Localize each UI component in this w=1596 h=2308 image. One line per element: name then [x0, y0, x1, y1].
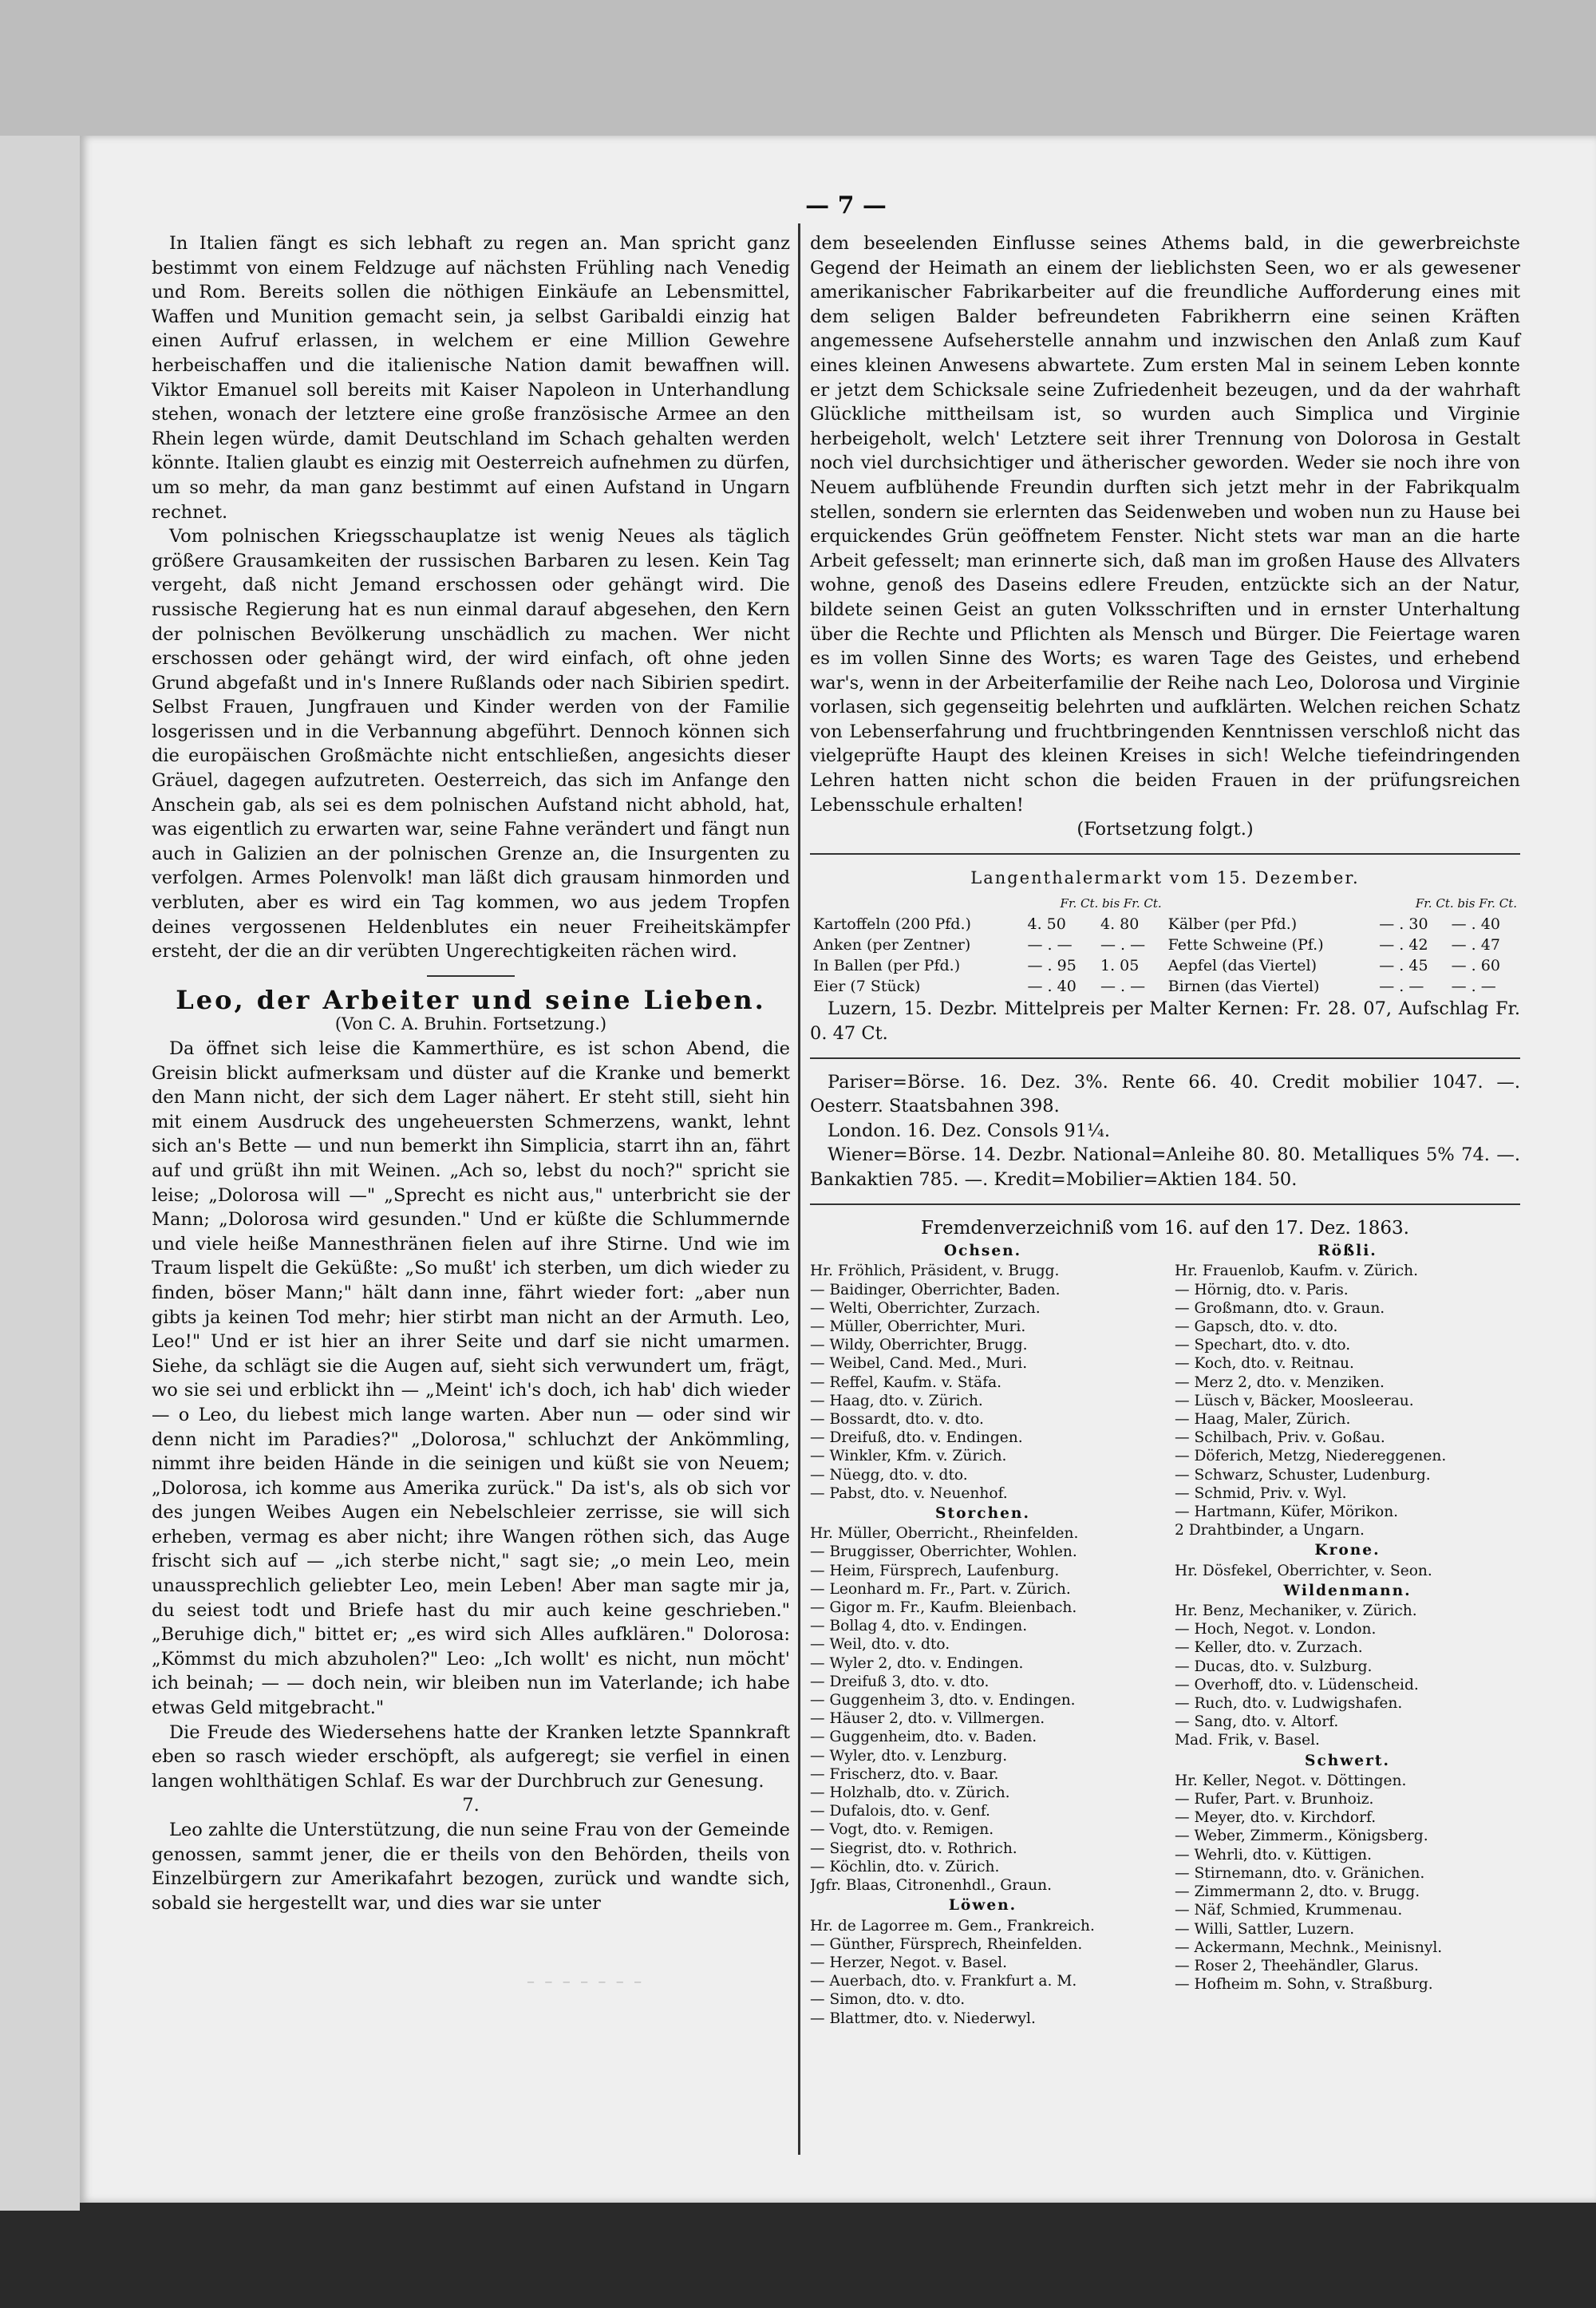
market-header-row: Fr. Ct. bis Fr. Ct. Fr. Ct. bis Fr. Ct. — [1060, 896, 1517, 911]
continuation-note: (Fortsetzung folgt.) — [1077, 819, 1254, 840]
previous-page-edge — [0, 136, 80, 2211]
guest-entry: — Spechart, dto. v. dto. — [1175, 1337, 1351, 1354]
hotel-name: Wildenmann. — [1283, 1582, 1412, 1599]
guest-entry: — Frischerz, dto. v. Baar. — [810, 1765, 999, 1783]
hotel-name: Krone. — [1314, 1542, 1381, 1559]
paris-boerse: Pariser=Börse. 16. Dez. 3%. Rente 66. 40. Credit mobilier 1047. —. Oesterr. Staatsbahnen 398. — [810, 1071, 1520, 1117]
guest-entry: Mad. Frik, v. Basel. — [1175, 1732, 1320, 1749]
guest-entry: — Heim, Fürsprech, Laufenburg. — [810, 1562, 1060, 1579]
guest-entry: Hr. Dösfekel, Oberrichter, v. Seon. — [1175, 1562, 1432, 1579]
guest-entry: — Siegrist, dto. v. Rothrich. — [810, 1840, 1017, 1857]
guest-entry: — Bossardt, dto. v. dto. — [810, 1411, 984, 1429]
guest-entry: Hr. Müller, Oberricht., Rheinfelden. — [810, 1525, 1079, 1543]
guest-entry: — Guggenheim, dto. v. Baden. — [810, 1729, 1037, 1746]
guest-entry: — Döferich, Metzg, Niedereggenen. — [1175, 1448, 1447, 1465]
guest-entry: — Müller, Oberrichter, Muri. — [810, 1318, 1026, 1335]
guest-entry: — Simon, dto. v. dto. — [810, 1991, 966, 2009]
guest-entry: — Häuser 2, dto. v. Villmergen. — [810, 1710, 1045, 1728]
guest-entry: — Hartmann, Küfer, Mörikon. — [1175, 1504, 1399, 1521]
story-paragraph: Die Freude des Wiedersehens hatte der Kranken letzte Spannkraft eben so rasch wieder erschöpft, als aufgeregt; sie verfiel in einen langen wohlthätigen Schlaf. Es war der Durchbruch zur Genesung. — [152, 1721, 790, 1792]
guest-entry: — Bollag 4, dto. v. Endingen. — [810, 1618, 1028, 1635]
guest-entry: — Stirnemann, dto. v. Gränichen. — [1175, 1864, 1425, 1882]
guest-entry: — Gigor m. Fr., Kaufm. Bleienbach. — [810, 1599, 1077, 1617]
guest-entry: — Wildy, Oberrichter, Brugg. — [810, 1337, 1028, 1354]
guest-list-title: Fremdenverzeichniß vom 16. auf den 17. Dez. 1863. — [921, 1217, 1409, 1239]
market-title: Langenthalermarkt vom 15. Dezember. — [970, 867, 1360, 887]
separator-rule — [810, 1203, 1520, 1205]
market-row: Kartoffeln (200 Pfd.) 4. 50 4. 80 Kälber (per Pfd.) — . 30 — . 40 — [813, 915, 1500, 934]
guest-entry: — Weber, Zimmerm., Königsberg. — [1175, 1828, 1428, 1845]
hotel-name: Rößli. — [1317, 1243, 1377, 1260]
guest-entry: — Herzer, Negot. v. Basel. — [810, 1954, 1008, 1971]
guest-entry: — Overhoff, dto. v. Lüdenscheid. — [1175, 1676, 1419, 1693]
guest-entry: — Welti, Oberrichter, Zurzach. — [810, 1299, 1041, 1317]
story-paragraph: Da öffnet sich leise die Kammerthüre, es ist schon Abend, die Greisin blickt aufmerksam und düster auf die Kranke und bemerkt den Mann nicht, der sich dem Lager nähert. Er steht still, sieht hin mit einem Ausdruck des ungeheuersten Schmerzens, wankt, lehnt sich an's Bette — und nun bemerkt ihn Simplicia, starrt ihn an, fährt auf und grüßt ihn mit Weinen. „Ach so, lebst du noch?" spricht sie leise; „Dolorosa will —" „Sprecht es nicht aus," unterbricht sie der Mann; „Dolorosa wird gesunden." Und er küßte die Schlummernde und viele heiße Mannesthränen fielen auf ihre Stirne. Und wie im Traum lispelt die Geküßte: „So mußt' ich sterben, um dich wieder zu finden, böser Mann;" hält dann inne, fährt wieder fort: „aber nun gibts ja keinen Tod mehr; hier stirbt man nicht an der Armuth. Leo, Leo!" Und er ist hier an ihrer Seite und darf sie nicht umarmen. Siehe, da schlägt sie die Augen auf, sieht sich verwundert um, frägt, wo sie sei und erblickt ihn — „Meint' ich's doch, ich hab' dich wieder — o Leo, du liebest mich lange warten. Aber nun — oder sind wir denn nicht im Paradies?" „Dolorosa," schluchzt der Ankömmling, nimmt ihre beiden Hände in die seinigen und küßt sie von Neuem; „Dolorosa, ich komme aus Amerika zurück." Da ist's, als ob sich vor des jungen Weibes Augen ein Nebelschleier zerrisse, sie will sich erheben, vermag es aber nicht; ihre Wangen röthen sich, das Auge frischt sich auf — „ich sterbe nicht," sagt sie; „o mein Leo, mein unaussprechlich geliebter Leo, mein Leben! Aber man sagte mir ja, du seiest todt und Briefe hast du mir auch keine geschrieben." „Beruhige dich," bittet er; „es wird sich Alles aufklären." Dolorosa: „Kömmst du mich abzuholen?" Leo: „Ich wollt' es nicht, nun möcht' ich beinah; — — doch nein, wir bleiben nun im Vaterlande; ich habe etwas Geld mitgebracht." — [152, 1038, 790, 1719]
guest-entry: — Haag, Maler, Zürich. — [1175, 1411, 1351, 1429]
guest-entry: — Schmid, Priv. v. Wyl. — [1175, 1484, 1347, 1502]
guest-entry: — Leonhard m. Fr., Part. v. Zürich. — [810, 1580, 1071, 1598]
guest-entry: — Gapsch, dto. v. dto. — [1175, 1318, 1338, 1335]
guest-entry: — Schwarz, Schuster, Ludenburg. — [1175, 1466, 1431, 1484]
italien-article: In Italien fängt es sich lebhaft zu regen an. Man spricht ganz bestimmt von einem Feldzuge auf nächsten Frühling nach Venedig und Rom. Bereits sollen die nöthigen Einkäufe an Lebensmittel, Waffen und Munition gemacht sein, ja selbst Garibaldi einzig hat einen Aufruf erlassen, in welchem er eine Million Gewehre herbeischaffen und die italienische Nation damit bewaffnen will. Viktor Emanuel soll bereits mit Kaiser Napoleon in Unterhandlung stehen, wonach der letztere eine große französische Armee an den Rhein legen würde, damit Deutschland im Schach gehalten werden könnte. Italien glaubt es einzig mit Oesterreich aufnehmen zu dürfen, um so mehr, da man ganz bestimmt auf einen Aufstand in Ungarn rechnet. — [152, 233, 790, 523]
guest-entry: — Guggenheim 3, dto. v. Endingen. — [810, 1692, 1076, 1709]
story-continuation: dem beseelenden Einflusse seines Athems bald, in die gewerbreichste Gegend der Heimath an einem der lieblichsten Seen, wo er als gewesener amerikanischer Fabrikarbeiter auf die freundliche Aufforderung eines mit dem seligen Balder befreundeten Fabrikherrn eine seinen Kräften angemessene Aufseherstelle annahm und inzwischen den Anlaß zum Kauf eines kleinen Anwesens abwartete. Zum ersten Mal in seinem Leben konnte er jetzt dem Schicksale seine Zufriedenheit bezeugen, und da der wahrhaft Glückliche mittheilsam ist, so wurden auch Simplica und Virginie herbeigeholt, welch' Letztere seit ihrer Trennung von Dolorosa in Gestalt noch viel durchsichtiger und ätherischer geworden. Weder sie noch ihre von Neuem aufblühende Freundin durften sich jetzt mehr in der Fabrikqualm stellen, sondern sie erlernten das Seidenweben und woben nun zu Hause bei erquickendes Grün geöffnetem Fenster. Nicht stets war man an die harte Arbeit gefesselt; man erinnerte sich, daß man im großen Hause des Allvaters wohne, genoß des Daseins edlere Freuden, entzückte sich an der Natur, bildete seinen Geist an guten Volksschriften und in ernster Unterhaltung über die Rechte und Pflichten als Mensch und Bürger. Die Feiertage waren es im vollen Sinne des Worts; es waren Tage des Geistes, und erhebend war's, wenn in der Arbeiterfamilie der Reihe nach Leo, Dolorosa und Virginie vorlasen, sich gegenseitig belehrten und aufklärten. Welchen reichen Schatz von Lebenserfahrung und fruchtbringenden Kenntnissen verschloß nicht das vielgeprüfte Haupt des kleinen Kreises in sich! Welche tiefeindringenden Lehren hatten nicht schon die beiden Frauen in der prüfungsreichen Lebensschule erhalten! — [810, 233, 1520, 816]
guest-entry: — Nüegg, dto. v. dto. — [810, 1466, 968, 1484]
column-divider — [798, 223, 800, 2155]
hotel-name: Schwert. — [1305, 1752, 1390, 1769]
polen-article: Vom polnischen Kriegsschauplatze ist wenig Neues als täglich größere Grausamkeiten der russischen Barbaren zu lesen. Kein Tag vergeht, daß nicht Jemand erschossen oder gehängt wird. Die russische Regierung hat es nun einmal darauf abgesehen, den Kern der polnischen Bevölkerung unschädlich zu machen. Wer nicht erschossen oder gehängt wird, der wird einfach, oft ohne jeden Grund abgefaßt und in's Innere Rußlands oder nach Sibirien spedirt. Selbst Frauen, Jungfrauen und Kinder werden von der Familie losgerissen und in die Verbannung abgeführt. Dennoch können sich die europäischen Großmächte nicht entschließen, angesichts dieser Gräuel, dagegen aufzutreten. Oesterreich, das sich im Anfange den Anschein gab, als sei es dem polnischen Aufstand nicht abhold, hat, was eigentlich zu erwarten war, seine Fahne verändert und fängt nun auch in Galizien an der polnischen Grenze an, die Insurgenten zu verfolgen. Armes Polenvolk! man läßt dich grausam hinmorden und verbluten, aber es wird ein Tag kommen, wo aus jedem Tropfen deines vergossenen Heldenblutes ein neuer Freiheitskämpfer ersteht, der die an dir verübten Ungerechtigkeiten rächen wird. — [152, 526, 790, 962]
section-number: 7. — [462, 1795, 480, 1816]
guest-entry: — Hoch, Negot. v. London. — [1175, 1621, 1377, 1638]
guest-entry: — Wehrli, dto. v. Küttigen. — [1175, 1846, 1373, 1863]
wien-boerse: Wiener=Börse. 14. Dezbr. National=Anleihe 80. 80. Metalliques 5% 74. —. Bankaktien 785. —. Kredit=Mobilier=Aktien 184. 50. — [810, 1144, 1520, 1190]
guest-list — [810, 1240, 1520, 2028]
guest-entry: 2 Drahtbinder, a Ungarn. — [1175, 1522, 1365, 1539]
guest-entry: Hr. Keller, Negot. v. Döttingen. — [1175, 1772, 1407, 1789]
story-headline: Leo, der Arbeiter und seine Lieben. — [176, 984, 766, 1015]
bleed-through-text: – – – – – – – — [527, 1971, 645, 1990]
guest-entry: Hr. Frauenlob, Kaufm. v. Zürich. — [1175, 1263, 1419, 1280]
guest-entry: — Meyer, dto. v. Kirchdorf. — [1175, 1809, 1377, 1827]
guest-entry: — Ducas, dto. v. Sulzburg. — [1175, 1658, 1373, 1675]
separator-rule — [810, 1057, 1520, 1059]
guest-entry: Hr. Fröhlich, Präsident, v. Brugg. — [810, 1263, 1060, 1280]
guest-entry: — Merz 2, dto. v. Menziken. — [1175, 1373, 1385, 1391]
guest-entry: Hr. Benz, Mechaniker, v. Zürich. — [1175, 1603, 1417, 1620]
guest-entry: — Winkler, Kfm. v. Zürich. — [810, 1448, 1007, 1465]
guest-entry: — Reffel, Kaufm. v. Stäfa. — [810, 1373, 1002, 1391]
guest-entry: — Willi, Sattler, Luzern. — [1175, 1920, 1355, 1938]
guest-entry: — Vogt, dto. v. Remigen. — [810, 1821, 994, 1839]
guest-entry: — Dreifuß 3, dto. v. dto. — [810, 1673, 990, 1690]
guest-entry: — Ackermann, Mechnk., Meinisnyl. — [1175, 1938, 1443, 1956]
guest-entry: — Pabst, dto. v. Neuenhof. — [810, 1484, 1008, 1502]
guest-entry: — Roser 2, Theehändler, Glarus. — [1175, 1957, 1419, 1974]
guest-entry: — Blattmer, dto. v. Niederwyl. — [810, 2010, 1036, 2027]
hotel-name: Ochsen. — [943, 1243, 1022, 1260]
guest-entry: — Dufalois, dto. v. Genf. — [810, 1803, 990, 1820]
guest-entry: — Weibel, Cand. Med., Muri. — [810, 1355, 1028, 1373]
guest-entry: Hr. de Lagorree m. Gem., Frankreich. — [810, 1917, 1095, 1935]
guest-list-right — [1175, 1240, 1520, 2028]
guest-entry: — Koch, dto. v. Reitnau. — [1175, 1355, 1354, 1373]
guest-entry: — Hofheim m. Sohn, v. Straßburg. — [1175, 1976, 1433, 1994]
guest-entry: — Ruch, dto. v. Ludwigshafen. — [1175, 1695, 1403, 1713]
scan-background-top — [0, 0, 1596, 136]
guest-entry: — Näf, Schmied, Krummenau. — [1175, 1902, 1403, 1919]
market-row: Anken (per Zentner) — . — — . — Fette Schweine (Pf.) — . 42 — . 47 — [813, 936, 1500, 954]
guest-entry: — Hörnig, dto. v. Paris. — [1175, 1281, 1349, 1298]
newspaper-page — [80, 136, 1596, 2203]
london-report: London. 16. Dez. Consols 91¼. — [828, 1120, 1111, 1141]
market-row: Eier (7 Stück) — . 40 — . — Birnen (das Viertel) — . — — . — — [813, 978, 1496, 996]
guest-entry: Jgfr. Blaas, Citronenhdl., Graun. — [810, 1877, 1052, 1895]
story-byline: (Von C. A. Bruhin. Fortsetzung.) — [334, 1014, 607, 1034]
guest-entry: — Holzhalb, dto. v. Zürich. — [810, 1784, 1010, 1802]
guest-entry: — Großmann, dto. v. Graun. — [1175, 1299, 1385, 1317]
guest-entry: — Günther, Fürsprech, Rheinfelden. — [810, 1935, 1083, 1953]
separator-rule — [427, 975, 515, 977]
market-row: In Ballen (per Pfd.) — . 95 1. 05 Aepfel (das Viertel) — . 45 — . 60 — [813, 957, 1500, 975]
guest-entry: — Dreifuß, dto. v. Endingen. — [810, 1429, 1023, 1447]
guest-entry: — Weil, dto. v. dto. — [810, 1636, 950, 1654]
guest-entry: — Köchlin, dto. v. Zürich. — [810, 1858, 1000, 1875]
guest-entry: — Sang, dto. v. Altorf. — [1175, 1713, 1339, 1731]
guest-entry: — Baidinger, Oberrichter, Baden. — [810, 1281, 1061, 1298]
guest-entry: — Lüsch v, Bäcker, Moosleerau. — [1175, 1392, 1414, 1409]
guest-entry: — Schilbach, Priv. v. Goßau. — [1175, 1429, 1385, 1447]
luzern-report: Luzern, 15. Dezbr. Mittelpreis per Malter Kernen: Fr. 28. 07, Aufschlag Fr. 0. 47 Ct. — [810, 998, 1520, 1045]
hotel-name: Storchen. — [935, 1505, 1030, 1523]
guest-entry: — Wyler 2, dto. v. Endingen. — [810, 1654, 1024, 1672]
guest-entry: — Wyler, dto. v. Lenzburg. — [810, 1747, 1008, 1765]
page-number: — 7 — — [805, 192, 887, 219]
hotel-name: Löwen. — [948, 1897, 1017, 1915]
guest-list-left — [810, 1240, 1156, 2028]
guest-entry: — Bruggisser, Oberrichter, Wohlen. — [810, 1543, 1077, 1561]
right-column — [810, 231, 1520, 2028]
story-paragraph: Leo zahlte die Unterstützung, die nun seine Frau von der Gemeinde genossen, sammt jener, die er theils von den Behörden, theils von Einzelbürgern zur Amerikafahrt bezogen, zurück und wandte sich, sobald sie hergestellt war, und dies war sie unter — [152, 1820, 790, 1914]
guest-entry: — Zimmermann 2, dto. v. Brugg. — [1175, 1883, 1420, 1901]
market-table — [810, 893, 1520, 997]
guest-entry: — Keller, dto. v. Zurzach. — [1175, 1639, 1363, 1657]
guest-entry: — Haag, dto. v. Zürich. — [810, 1392, 983, 1409]
separator-rule — [810, 853, 1520, 855]
left-column — [152, 231, 790, 1915]
guest-entry: — Auerbach, dto. v. Frankfurt a. M. — [810, 1973, 1077, 1990]
guest-entry: — Rufer, Part. v. Brunhoiz. — [1175, 1791, 1374, 1808]
